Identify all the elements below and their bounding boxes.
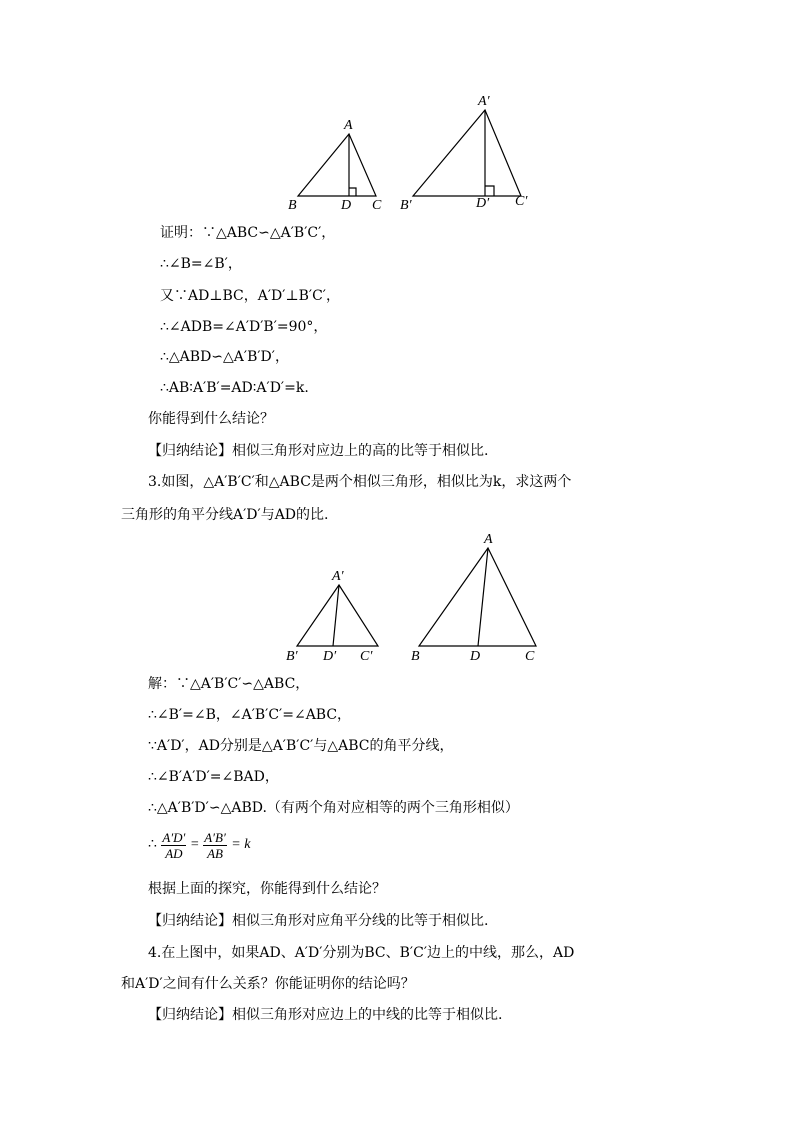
fig2-label-b: B (411, 649, 420, 664)
solution3-line-5: ∴△A′B′D′∽△ABD.（有两个角对应相等的两个三角形相似） (148, 800, 519, 816)
problem4-line-1: 4.在上图中，如果AD、A′D′分别为BC、B′C′边上的中线，那么，AD (148, 945, 575, 961)
fraction-1-numerator: A′D′ (162, 829, 186, 845)
triangle-a-prime-b-prime-c-prime (297, 585, 378, 646)
solution3-line-1: 解：∵△A′B′C′∽△ABC， (148, 676, 310, 692)
fig2-label-a: A (484, 532, 493, 547)
problem3-line-2: 三角形的角平分线A′D′与AD的比. (121, 507, 329, 523)
formula-therefore: ∴ (148, 837, 157, 852)
fig2-label-a-prime: A′ (332, 569, 344, 584)
fig1-label-d: D (341, 198, 352, 213)
fig2-label-d-prime: D′ (323, 649, 337, 664)
fig1-label-d-prime: D′ (476, 196, 490, 211)
fig1-label-a: A (344, 118, 353, 133)
solution3-line-4: ∴∠B′A′D′=∠BAD， (148, 769, 279, 785)
fig2-label-c-prime: C′ (360, 649, 373, 664)
fraction-2 (203, 830, 227, 861)
fig1-label-c-prime: C′ (515, 194, 528, 209)
question-1: 你能得到什么结论？ (148, 411, 274, 427)
fig1-label-b: B (288, 198, 297, 213)
proof1-line-6: ∴AB∶A′B′=AD∶A′D′=k. (160, 380, 309, 396)
proof1-line-5: ∴△ABD∽△A′B′D′， (160, 349, 289, 365)
fraction-2-numerator: A′B′ (204, 829, 226, 845)
conclusion-2: 【归纳结论】相似三角形对应角平分线的比等于相似比. (148, 913, 489, 929)
fraction-1 (161, 830, 186, 861)
solution3-line-2: ∴∠B′=∠B，∠A′B′C′=∠ABC， (148, 707, 352, 723)
proof1-line-1: 证明：∵△ABC∽△A′B′C′， (160, 225, 336, 241)
fraction-1-denominator: AD (165, 845, 183, 861)
fig2-label-c: C (525, 649, 535, 664)
fig1-label-a-prime: A′ (478, 94, 490, 109)
proof1-line-4: ∴∠ADB=∠A′D′B′=90°， (160, 319, 328, 335)
fig2-label-b-prime: B′ (286, 649, 298, 664)
fig1-label-c: C (372, 198, 382, 213)
conclusion-1: 【归纳结论】相似三角形对应边上的高的比等于相似比. (148, 443, 489, 459)
solution3-line-3: ∵A′D′，AD分别是△A′B′C′与△ABC的角平分线， (148, 738, 454, 754)
problem3-line-1: 3.如图，△A′B′C′和△ABC是两个相似三角形，相似比为k，求这两个 (148, 474, 572, 490)
formula-equals-k: = k (231, 837, 251, 852)
fig2-label-d: D (470, 649, 481, 664)
ratio-formula (148, 828, 250, 862)
question-2: 根据上面的探究，你能得到什么结论？ (148, 881, 386, 897)
conclusion-3: 【归纳结论】相似三角形对应边上的中线的比等于相似比. (148, 1007, 503, 1023)
fraction-2-denominator: AB (207, 845, 223, 861)
formula-equals-1: = (190, 837, 199, 852)
triangle-abc-large (419, 548, 536, 646)
fig1-label-b-prime: B′ (400, 198, 412, 213)
problem4-line-2: 和A′D′之间有什么关系？你能证明你的结论吗？ (121, 976, 415, 992)
proof1-line-3: 又∵AD⊥BC，A′D′⊥B′C′， (160, 288, 340, 304)
proof1-line-2: ∴∠B=∠B′， (160, 256, 242, 272)
